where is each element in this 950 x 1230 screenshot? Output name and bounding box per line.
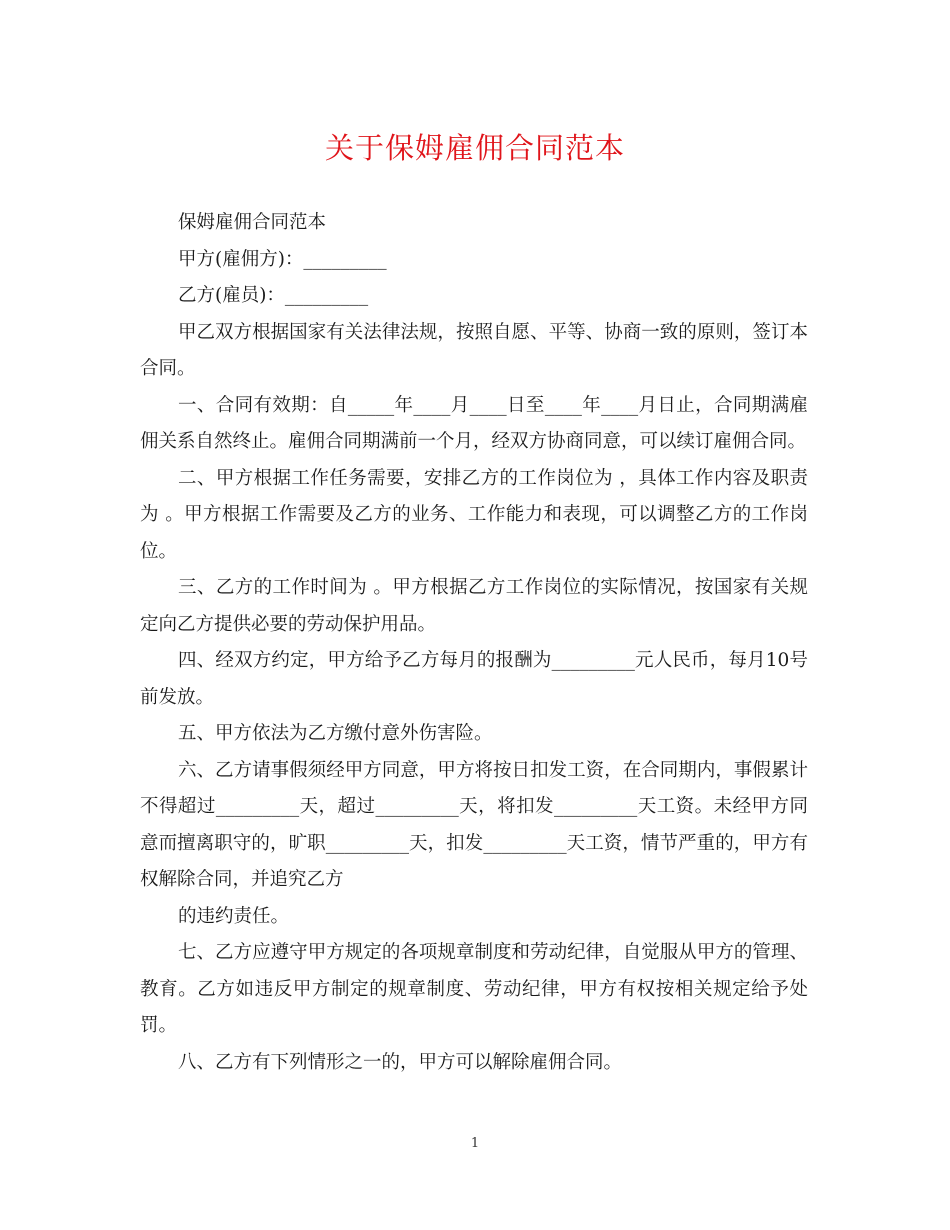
paragraph-party-b: 乙方(雇员)：_________ [178,285,369,306]
paragraph-clause-5: 五、甲方依法为乙方缴付意外伤害险。 [178,723,493,744]
paragraph-preamble: 甲乙双方根据国家有关法律法规，按照自愿、平等、协商一致的原则，签订本合同。 [140,321,808,379]
page-number: 1 [470,1136,480,1151]
paragraph-clause-6: 六、乙方请事假须经甲方同意，甲方将按日扣发工资，在合同期内，事假累计不得超过_________天，超过_________天，将扣发_________天工资。未经甲方同意而擅离职守的，旷职_________天，扣发_________天工资，情节严重的，甲方有权解除合同，并追究乙方 [140,759,808,890]
document-title: 关于保姆雇佣合同范本 [324,131,625,165]
paragraph-party-a: 甲方(雇佣方)：_________ [178,248,387,270]
paragraph-heading: 保姆雇佣合同范本 [178,212,327,233]
paragraph-clause-3: 三、乙方的工作时间为 。甲方根据乙方工作岗位的实际情况，按国家有关规定向乙方提供必要的劳动保护用品。 [140,577,808,635]
paragraph-clause-1: 一、合同有效期：自_____年____月____日至____年____月日止，合同期满雇佣关系自然终止。雇佣合同期满前一个月，经双方协商同意，可以续订雇佣合同。 [140,394,808,452]
paragraph-clause-6-continued: 的违约责任。 [178,905,290,927]
paragraph-clause-4: 四、经双方约定，甲方给予乙方每月的报酬为_________元人民币，每月10号前发放。 [140,650,808,708]
paragraph-clause-2: 二、甲方根据工作任务需要，安排乙方的工作岗位为 ，具体工作内容及职责为 。甲方根据工作需要及乙方的业务、工作能力和表现，可以调整乙方的工作岗位。 [140,467,808,562]
paragraph-clause-8: 八、乙方有下列情形之一的，甲方可以解除雇佣合同。 [178,1051,623,1073]
document-body [140,205,808,1081]
paragraph-clause-7: 七、乙方应遵守甲方规定的各项规章制度和劳动纪律，自觉服从甲方的管理、教育。乙方如违反甲方制定的规章制度、劳动纪律，甲方有权按相关规定给予处罚。 [140,942,808,1036]
